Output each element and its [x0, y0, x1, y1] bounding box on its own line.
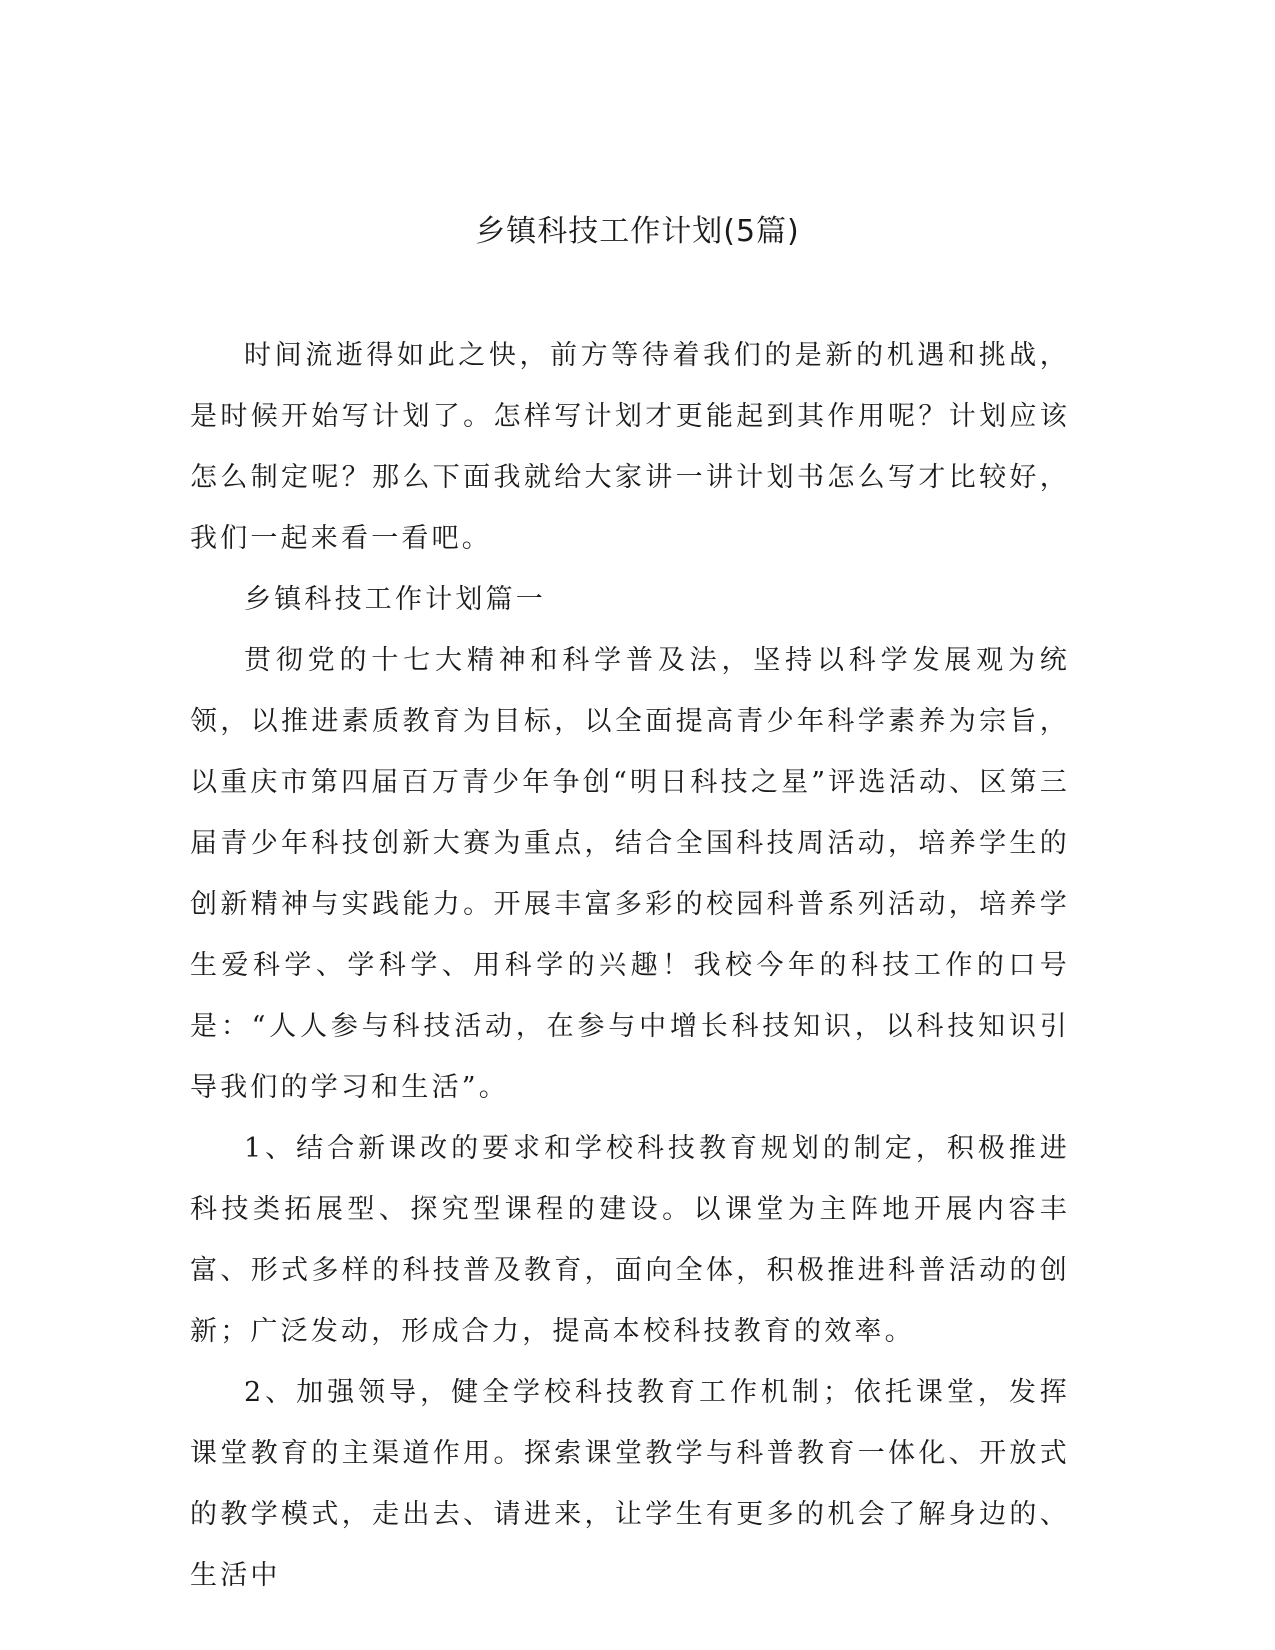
body-paragraph: 1、结合新课改的要求和学校科技教育规划的制定，积极推进科技类拓展型、探究型课程的建设。以课堂为主阵地开展内容丰富、形式多样的科技普及教育，面向全体，积极推进科普活动的创新；广泛发动，形成合力，提高本校科技教育的效率。: [190, 1133, 1070, 1347]
section-heading: 乡镇科技工作计划篇一: [244, 584, 546, 615]
body-paragraph: 2、加强领导，健全学校科技教育工作机制；依托课堂，发挥课堂教育的主渠道作用。探索课堂教学与科普教育一体化、开放式的教学模式，走出去、请进来，让学生有更多的机会了解身边的、生活中: [190, 1377, 1070, 1591]
document-title: 乡镇科技工作计划(5篇): [475, 214, 800, 249]
body-paragraph: 贯彻党的十七大精神和科学普及法，坚持以科学发展观为统领，以推进素质教育为目标，以全面提高青少年科学素养为宗旨，以重庆市第四届百万青少年争创“明日科技之星”评选活动、区第三届青少年科技创新大赛为重点，结合全国科技周活动，培养学生的创新精神与实践能力。开展丰富多彩的校园科普系列活动，培养学生爱科学、学科学、用科学的兴趣！我校今年的科技工作的口号是：“人人参与科技活动，在参与中增长科技知识，以科技知识引导我们的学习和生活”。: [190, 645, 1070, 1103]
intro-paragraph: 时间流逝得如此之快，前方等待着我们的是新的机遇和挑战，是时候开始写计划了。怎样写计划才更能起到其作用呢？计划应该怎么制定呢？那么下面我就给大家讲一讲计划书怎么写才比较好，我们一起来看一看吧。: [190, 340, 1070, 554]
document-body: [190, 325, 1070, 1606]
